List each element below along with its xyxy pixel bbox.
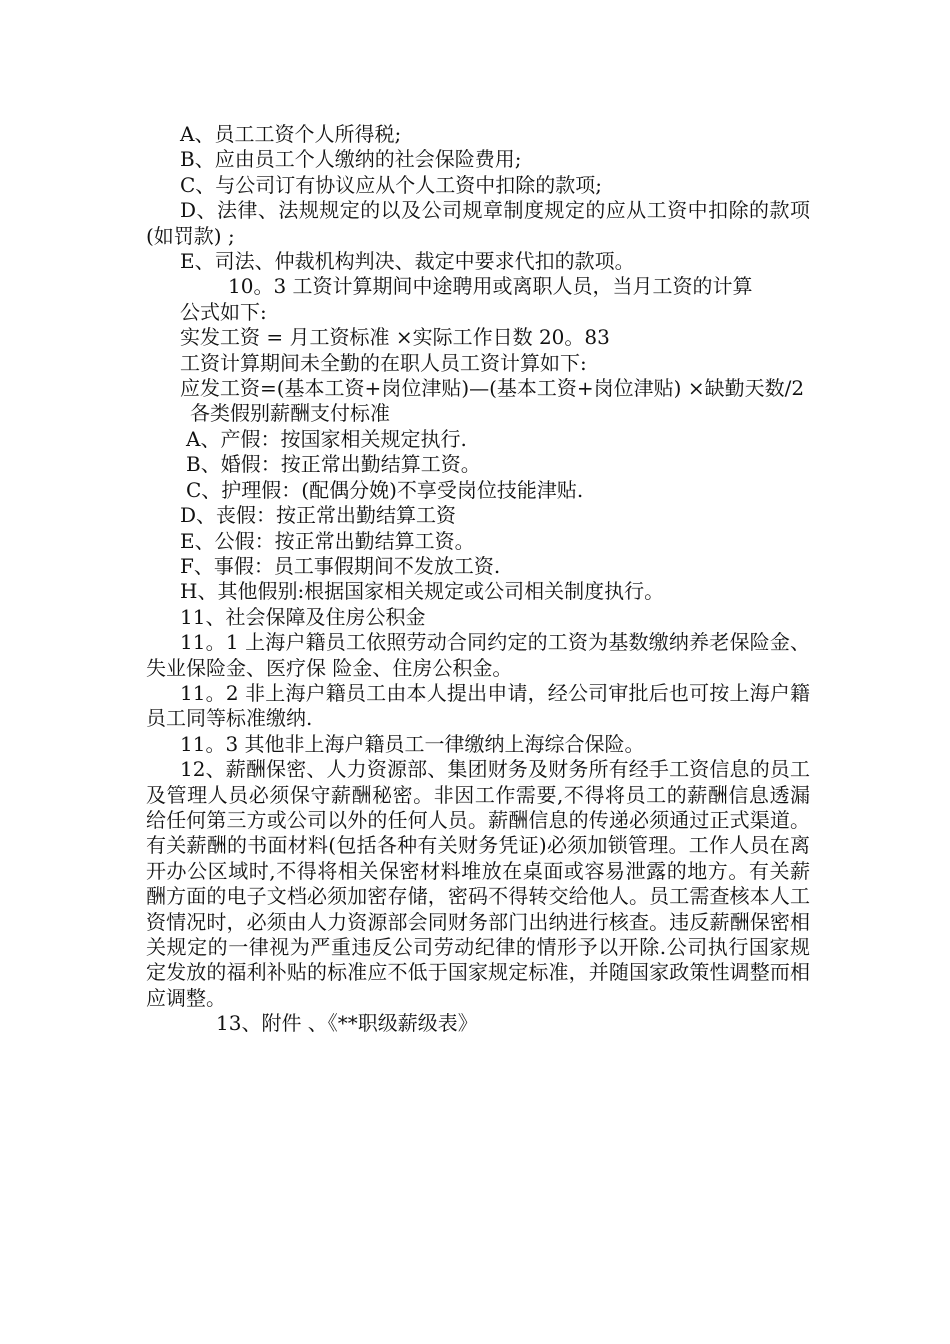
leave-item-e: E、公假：按正常出勤结算工资。 <box>180 528 475 553</box>
leave-item-h: H、其他假别:根据国家相关规定或公司相关制度执行。 <box>180 579 665 604</box>
formula-partial-intro: 工资计算期间未全勤的在职人员工资计算如下: <box>180 350 587 375</box>
leave-item-c: C、护理假：(配偶分娩)不享受岗位技能津贴. <box>186 477 584 502</box>
section-11-3: 11。3 其他非上海户籍员工一律缴纳上海综合保险。 <box>180 731 645 756</box>
deduction-item-c: C、与公司订有协议应从个人工资中扣除的款项; <box>180 172 603 197</box>
section-10-3-heading: 10。3 工资计算期间中途聘用或离职人员，当月工资的计算 <box>228 274 753 299</box>
deduction-item-e: E、司法、仲裁机构判决、裁定中要求代扣的款项。 <box>180 249 635 274</box>
section-11-1: 11。1 上海户籍员工依照劳动合同约定的工资为基数缴纳养老保险金、失业保险金、医疗保 险金、住房公积金。 <box>146 630 810 680</box>
deduction-item-a: A、员工工资个人所得税; <box>180 122 402 146</box>
document-body <box>146 122 810 1037</box>
deduction-item-d: D、法律、法规规定的以及公司规章制度规定的应从工资中扣除的款项(如罚款) ; <box>146 198 810 248</box>
formula-payable: 应发工资=(基本工资+岗位津贴)—(基本工资+岗位津贴) ×缺勤天数/2 <box>180 376 805 401</box>
formula-intro: 公式如下: <box>180 299 267 324</box>
section-11-2: 11。2 非上海户籍员工由本人提出申请，经公司审批后也可按上海户籍员工同等标准缴纳. <box>146 680 810 731</box>
section-13-attachment: 13、附件 、《**职级薪级表》 <box>216 1011 478 1036</box>
leave-item-f: F、事假：员工事假期间不发放工资. <box>180 553 501 578</box>
leave-item-b: B、婚假：按正常出勤结算工资。 <box>186 452 481 477</box>
leave-item-a: A、产假：按国家相关规定执行. <box>186 426 467 451</box>
section-11-heading: 11、社会保障及住房公积金 <box>180 604 426 629</box>
section-12: 12、薪酬保密、人力资源部、集团财务及财务所有经手工资信息的员工及管理人员必须保守薪酬秘密。非因工作需要,不得将员工的薪酬信息透漏给任何第三方或公司以外的任何人员。薪酬信息的传递必须通过正式渠道。有关薪酬的书面材料(包括各种有关财务凭证)必须加锁管理。工作人员在离开办公区域时,不得将相关保密材料堆放在桌面或容易泄露的地方。有关薪酬方面的电子文档必须加密存储，密码不得转交给他人。员工需查核本人工资情况时，必须由人力资源部会同财务部门出纳进行核查。违反薪酬保密相关规定的一律视为严重违反公司劳动纪律的情形予以开除.公司执行国家规定发放的福利补贴的标准应不低于国家规定标准，并随国家政策性调整而相应调整。 <box>146 757 810 1010</box>
leave-item-d: D、丧假：按正常出勤结算工资 <box>180 503 457 528</box>
deduction-item-b: B、应由员工个人缴纳的社会保险费用; <box>180 147 522 172</box>
leave-pay-heading: 各类假别薪酬支付标准 <box>190 401 390 426</box>
formula-actual-pay: 实发工资 = 月工资标准 ×实际工作日数 20。83 <box>180 325 610 350</box>
